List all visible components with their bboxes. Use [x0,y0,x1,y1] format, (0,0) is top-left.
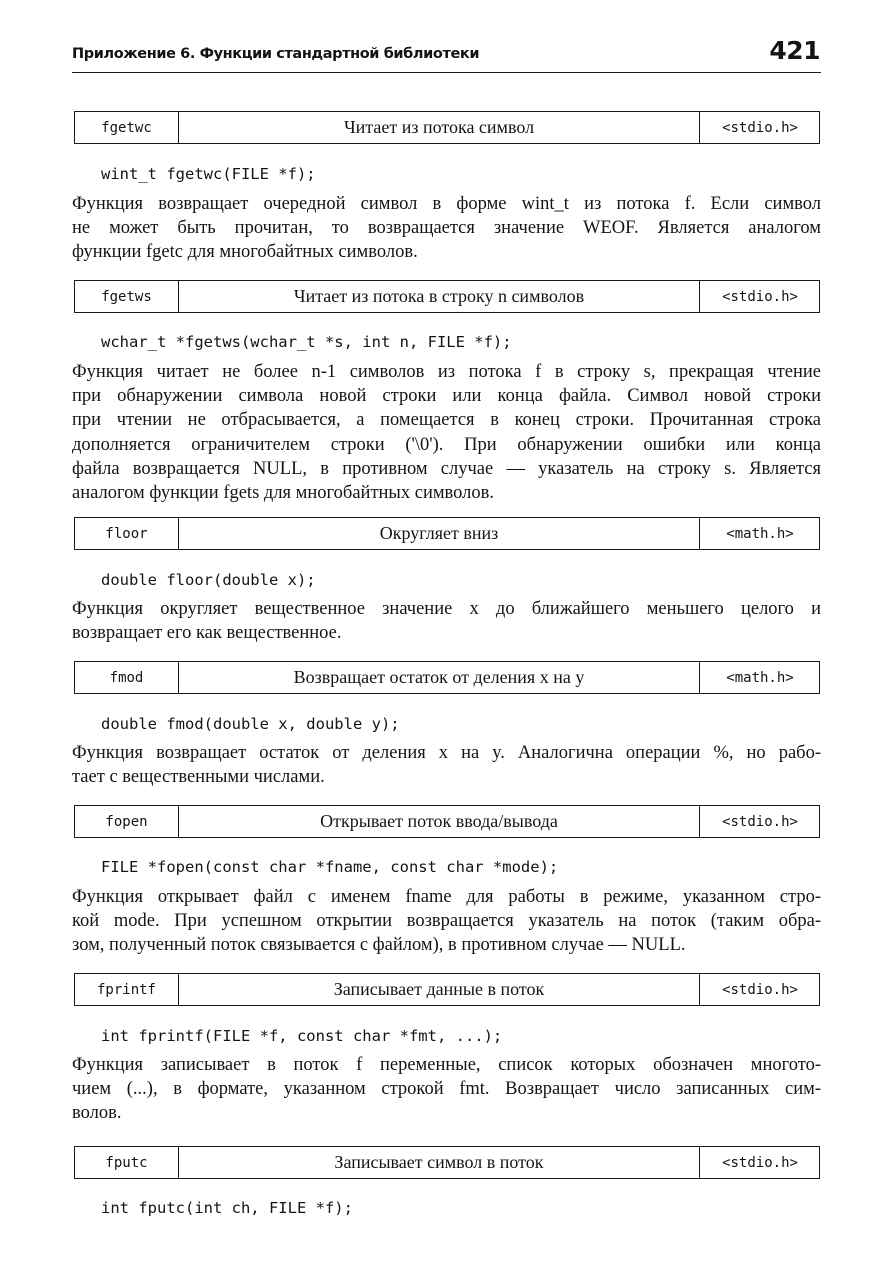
description-line: функции fgetc для многобайтных символов. [72,242,418,263]
header-file: <stdio.h> [722,981,798,998]
header-file: <stdio.h> [722,1154,798,1171]
function-name: fprintf [75,974,179,1005]
function-summary: Записывает символ в поток [179,1147,700,1178]
header-file: <stdio.h> [722,813,798,830]
function-summary: Возвращает остаток от деления x на y [179,662,700,693]
description-line: при обнаружении символа новой строки или конца файла. Символ новой строки [72,386,821,407]
function-name: floor [75,518,179,549]
function-summary: Открывает поток ввода/вывода [179,806,700,837]
prototype-fopen: FILE *fopen(const char *fname, const char *mode); [101,858,559,876]
description-line: возвращает его как вещественное. [72,623,342,644]
function-summary: Записывает данные в поток [179,974,700,1005]
description-line: кой mode. При успешном открытии возвращается указатель на поток (таким обра- [72,911,821,932]
function-header-fputc [74,1146,820,1179]
description-line: зом, полученный поток связывается с файлом), в противном случае — NULL. [72,935,686,956]
description-fgetws [72,360,821,505]
header-file: <math.h> [726,669,794,686]
description-line: Функция округляет вещественное значение x до ближайшего меньшего целого и [72,599,821,619]
description-line: Функция читает не более n-1 символов из потока f в строку s, прекращая чтение [72,362,821,382]
function-name: fgetws [75,281,179,312]
function-header-fgetws [74,280,820,313]
description-line: чием (...), в формате, указанном строкой fmt. Возвращает число записанных сим- [72,1079,821,1100]
function-header-floor [74,517,820,550]
prototype-fprintf: int fprintf(FILE *f, const char *fmt, ...); [101,1027,503,1045]
description-line: волов. [72,1103,122,1124]
function-header-fgetwc [74,111,820,144]
prototype-fgetwc: wint_t fgetwc(FILE *f); [101,165,316,183]
description-fopen [72,885,821,958]
header-file: <math.h> [726,525,794,542]
prototype-fputc: int fputc(int ch, FILE *f); [101,1199,353,1217]
description-line: аналогом функции fgets для многобайтных символов. [72,483,495,504]
function-header-fmod [74,661,820,694]
description-line: дополняется ограничителем строки ('\0'). При обнаружении ошибки или конца [72,434,821,455]
function-name: fmod [75,662,179,693]
prototype-fgetws: wchar_t *fgetws(wchar_t *s, int n, FILE *f); [101,333,512,351]
description-line: Функция возвращает очередной символ в форме wint_t из потока f. Если символ [72,194,821,214]
function-name: fgetwc [75,112,179,143]
function-name: fputc [75,1147,179,1178]
function-name: fopen [75,806,179,837]
running-header [72,38,821,73]
header-file: <stdio.h> [722,288,798,305]
page-number: 421 [769,36,820,65]
function-header-fopen [74,805,820,838]
prototype-floor: double floor(double x); [101,571,316,589]
description-fgetwc [72,192,821,265]
description-fmod [72,741,821,789]
function-summary: Читает из потока в строку n символов [179,281,700,312]
description-line: файла возвращается NULL, в противном случае — указатель на строку s. Является [72,458,821,479]
description-line: тает с вещественными числами. [72,767,325,788]
function-header-fprintf [74,973,820,1006]
description-floor [72,597,821,645]
prototype-fmod: double fmod(double x, double y); [101,715,400,733]
description-line: Функция записывает в поток f переменные, список которых обозначен многото- [72,1055,821,1075]
description-line: при чтении не отбрасывается, а помещается в конец строки. Прочитанная строка [72,410,821,431]
header-file: <stdio.h> [722,119,798,136]
description-line: не может быть прочитан, то возвращается значение WEOF. Является аналогом [72,218,821,239]
description-line: Функция возвращает остаток от деления x на y. Аналогична операции %, но рабо- [72,743,821,763]
function-summary: Округляет вниз [179,518,700,549]
header-title: Приложение 6. Функции стандартной библиотеки [72,46,480,62]
description-line: Функция открывает файл с именем fname для работы в режиме, указанном стро- [72,887,821,907]
description-fprintf [72,1053,821,1126]
function-summary: Читает из потока символ [179,112,700,143]
